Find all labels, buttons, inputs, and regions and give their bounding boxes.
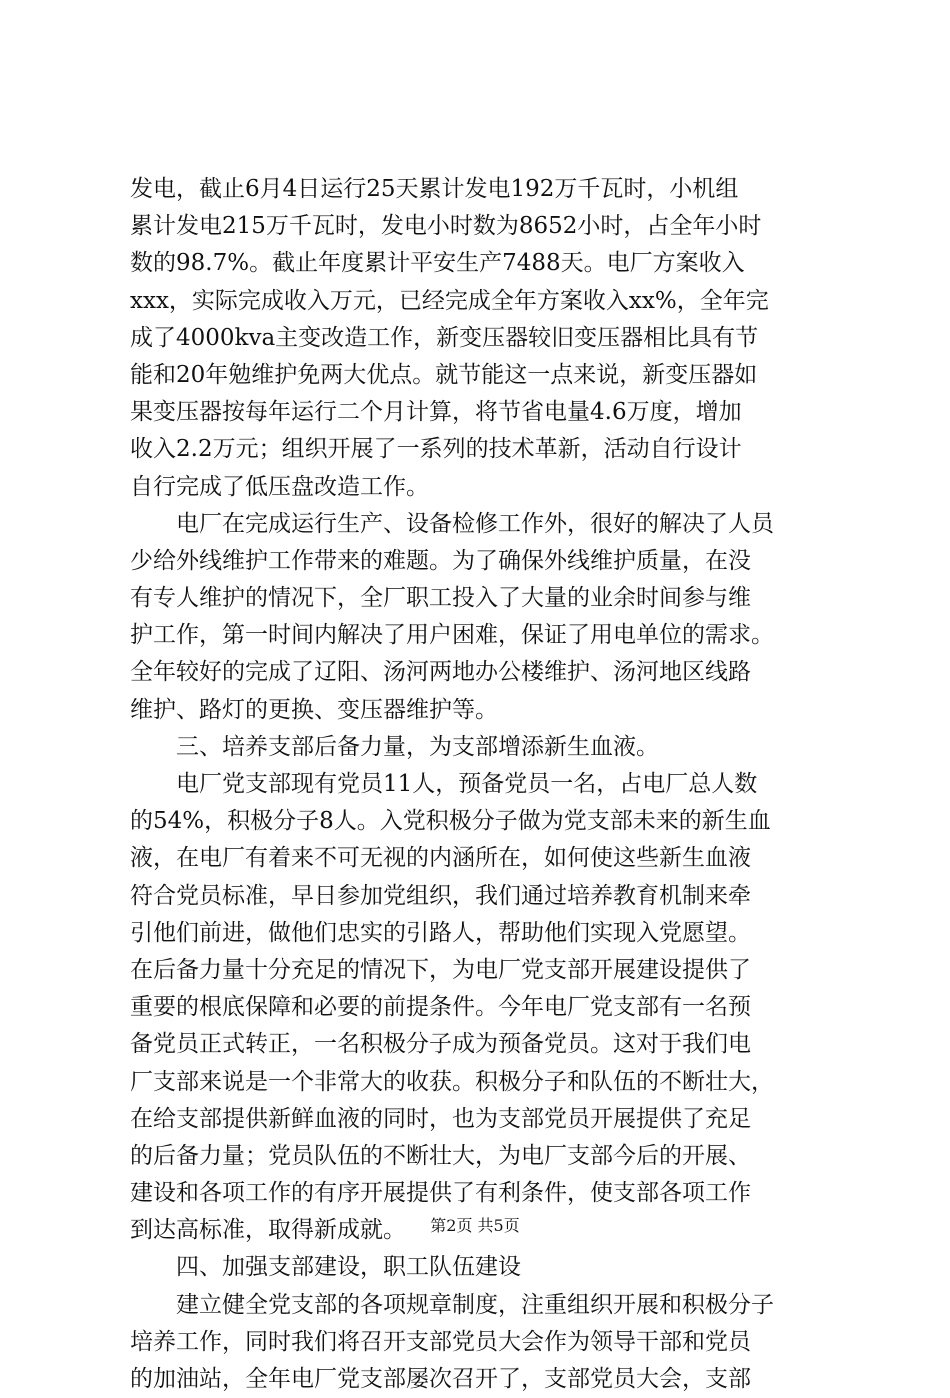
text-line: 引他们前进，做他们忠实的引路人，帮助他们实现入党愿望。	[130, 919, 751, 946]
paragraph-start-line: 建立健全党支部的各项规章制度，注重组织开展和积极分子	[176, 1291, 774, 1318]
text-line: 建设和各项工作的有序开展提供了有利条件，使支部各项工作	[130, 1180, 751, 1207]
text-line: 在给支部提供新鲜血液的同时，也为支部党员开展提供了充足	[130, 1105, 751, 1132]
text-line: 护工作，第一时间内解决了用户困难，保证了用电单位的需求。	[130, 622, 774, 649]
text-line: 能和20年勉维护免两大优点。就节能这一点来说，新变压器如	[130, 361, 758, 388]
text-line: 累计发电215万千瓦时，发电小时数为8652小时，占全年小时	[130, 213, 762, 240]
text-line: 数的98.7%。截止年度累计平安生产7488天。电厂方案收入	[130, 250, 745, 277]
text-line: 培养工作，同时我们将召开支部党员大会作为领导干部和党员	[130, 1328, 751, 1355]
text-line: 的加油站，全年电厂党支部屡次召开了，支部党员大会，支部	[130, 1366, 751, 1392]
text-line: 全年较好的完成了辽阳、汤河两地办公楼维护、汤河地区线路	[130, 659, 751, 686]
body-text	[130, 171, 835, 1398]
text-line: 液，在电厂有着来不可无视的内涵所在，如何使这些新生血液	[130, 845, 751, 872]
text-line: 的后备力量；党员队伍的不断壮大，为电厂支部今后的开展、	[130, 1142, 751, 1169]
paragraph-start-line: 电厂党支部现有党员11人，预备党员一名，占电厂总人数	[176, 771, 758, 797]
text-line: xxx，实际完成收入万元，已经完成全年方案收入xx%，全年完	[130, 287, 769, 314]
text-line: 维护、路灯的更换、变压器维护等。	[130, 696, 498, 723]
text-line: 重要的根底保障和必要的前提条件。今年电厂党支部有一名预	[130, 994, 751, 1021]
text-line: 符合党员标准，早日参加党组织，我们通过培养教育机制来牵	[130, 882, 751, 909]
text-line: 果变压器按每年运行二个月计算，将节省电量4.6万度，增加	[130, 399, 742, 426]
paragraph-start-line: 电厂在完成运行生产、设备检修工作外，很好的解决了人员	[176, 510, 774, 537]
text-line: 到达高标准，取得新成就。	[130, 1217, 406, 1244]
text-line: 发电，截止6月4日运行25天累计发电192万千瓦时，小机组	[130, 176, 739, 202]
text-line: 自行完成了低压盘改造工作。	[130, 473, 429, 500]
text-line: 收入2.2万元；组织开展了一系列的技术革新，活动自行设计	[130, 436, 742, 463]
text-line: 成了4000kva主变改造工作，新变压器较旧变压器相比具有节	[130, 324, 759, 351]
text-line: 厂支部来说是一个非常大的收获。积极分子和队伍的不断壮大，	[130, 1068, 774, 1095]
text-line: 备党员正式转正，一名积极分子成为预备党员。这对于我们电	[130, 1031, 751, 1058]
section-heading-3: 三、培养支部后备力量，为支部增添新生血液。	[176, 733, 659, 760]
text-line: 少给外线维护工作带来的难题。为了确保外线维护质量，在没	[130, 547, 751, 574]
page-number-label: 第2页 共5页	[430, 1216, 520, 1235]
text-line: 的54%，积极分子8人。入党积极分子做为党支部未来的新生血	[130, 808, 771, 835]
section-heading-4: 四、加强支部建设，职工队伍建设	[176, 1254, 521, 1281]
text-line: 有专人维护的情况下，全厂职工投入了大量的业余时间参与维	[130, 585, 751, 612]
text-line: 在后备力量十分充足的情况下，为电厂党支部开展建设提供了	[130, 956, 751, 983]
page-footer	[0, 1216, 950, 1236]
